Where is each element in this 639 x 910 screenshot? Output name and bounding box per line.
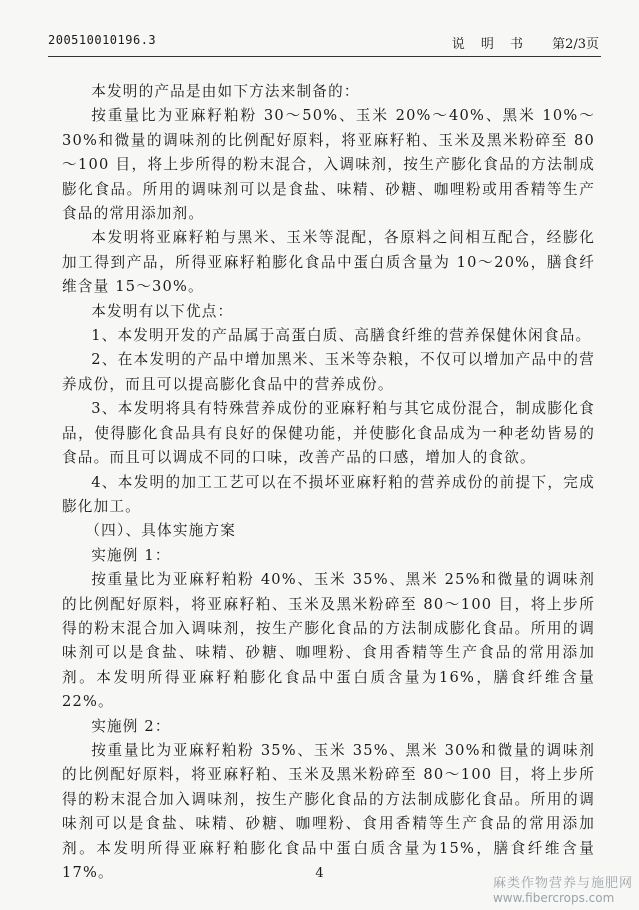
page-number: 4 bbox=[315, 866, 324, 881]
paragraph: 按重量比为亚麻籽粕粉 40%、玉米 35%、黑米 25%和微量的调味剂的比例配好原料，将亚麻籽粕、玉米及黑米粉碎至 80～100 目，将上步所得的粉末混合加入调味剂，按生产膨化食品的方法制成膨化食品。所用的调味剂可以是食盐、味精、砂糖、咖哩粉、食用香精等生产食品的常用添加剂。本发明所得亚麻籽粕膨化食品中蛋白质含量为16%，膳食纤维含量 22%。 bbox=[62, 571, 595, 711]
page-header bbox=[48, 33, 599, 51]
paragraph: 按重量比为亚麻籽粕粉 30～50%、玉米 20%～40%、黑米 10%～30%和微量的调味剂的比例配好原料，将亚麻籽粕、玉米及黑米粉碎至 80～100 目，将上步所得的粉末混合，入调味剂，按生产膨化食品的方法制成膨化食品。所用的调味剂可以是食盐、味精、砂糖、咖哩粉或用香精等生产食品的常用添加剂。 bbox=[62, 107, 595, 223]
section-heading: （四）、具体实施方案 bbox=[85, 522, 236, 540]
document-body bbox=[62, 80, 595, 885]
document-title: 说 明 书 bbox=[451, 37, 529, 52]
list-item: 1、本发明开发的产品属于高蛋白质、高膳食纤维的营养保健休闲食品。 bbox=[91, 327, 592, 345]
list-item: 4、本发明的加工工艺可以在不损坏亚麻籽粕的营养成份的前提下，完成膨化加工。 bbox=[62, 473, 595, 515]
watermark-text: 麻类作物营养与施肥网 bbox=[492, 876, 633, 891]
paragraph: 本发明的产品是由如下方法来制备的： bbox=[91, 83, 360, 100]
watermark bbox=[493, 876, 633, 906]
example-heading: 实施例 1： bbox=[91, 546, 171, 564]
list-item: 3、本发明将具有特殊营养成份的亚麻籽粕与其它成份混合，制成膨化食品，使得膨化食品具有良好的保健功能，并使膨化食品成为一种老幼皆易的食品。而且可以调成不同的口味，改善产品的口感，增加人的食欲。 bbox=[62, 400, 595, 467]
document-id: 200510010196.3 bbox=[48, 33, 157, 47]
example-heading: 实施例 2： bbox=[91, 717, 171, 735]
list-item: 2、在本发明的产品中增加黑米、玉米等杂粮，不仅可以增加产品中的营养成份，而且可以提高膨化食品中的营养成份。 bbox=[62, 351, 595, 393]
paragraph: 本发明将亚麻籽粕与黑米、玉米等混配，各原料之间相互配合，经膨化加工得到产品，所得亚麻籽粕膨化食品中蛋白质含量为 10～20%，膳食纤维含量 15～30%。 bbox=[62, 229, 595, 296]
page-indicator: 第2/3页 bbox=[552, 37, 599, 52]
paragraph: 按重量比为亚麻籽粕粉 35%、玉米 35%、黑米 30%和微量的调味剂的比例配好原料，将亚麻籽粕、玉米及黑米粉碎至 80～100 目，将上步所得的粉末混合加入调味剂，按生产膨化食品的方法制成膨化食品。所用的调味剂可以是食盐、味精、砂糖、咖哩粉、食用香精等生产食品的常用添加剂。本发明所得亚麻籽粕膨化食品中蛋白质含量为15%，膳食纤维含量 17%。 bbox=[62, 741, 595, 881]
header-rule bbox=[48, 56, 601, 57]
paragraph: 本发明有以下优点： bbox=[91, 302, 234, 320]
watermark-url: www.fibercrops.com bbox=[492, 891, 615, 905]
